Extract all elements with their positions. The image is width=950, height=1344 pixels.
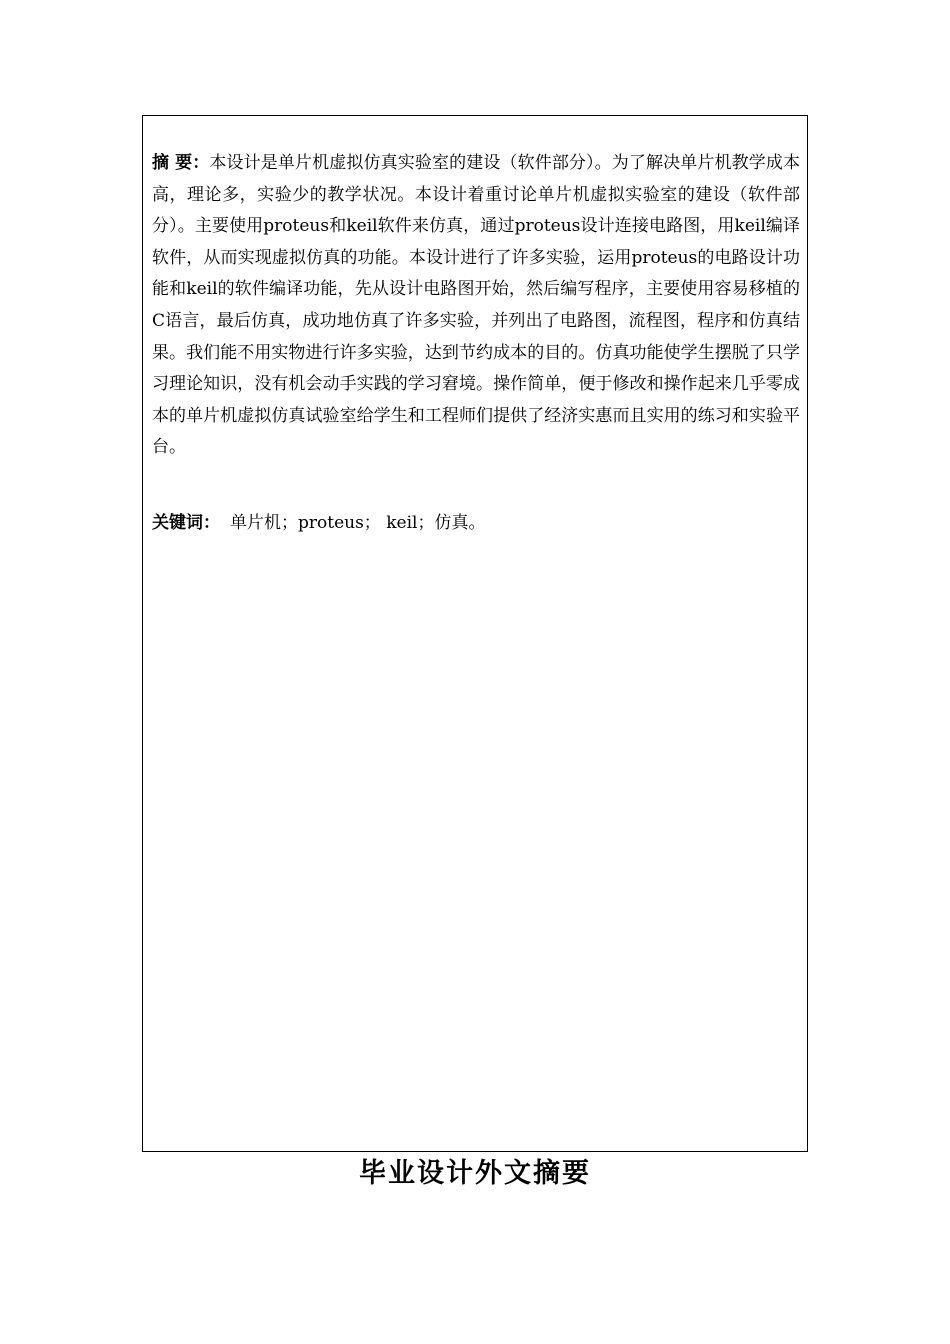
abstract-box [142,115,808,1152]
keywords-label: 关键词： [152,513,220,533]
keywords-text: 单片机；proteus； keil；仿真。 [230,513,486,533]
abstract-text: 本设计是单片机虚拟仿真实验室的建设（软件部分）。为了解决单片机教学成本高，理论多，实验少的教学状况。本设计着重讨论单片机虚拟实验室的建设（软件部分）。主要使用proteus和keil软件来仿真，通过proteus设计连接电路图，用keil编译软件，从而实现虚拟仿真的功能。本设计进行了许多实验，运用proteus的电路设计功能和keil的软件编译功能，先从设计电路图开始，然后编写程序，主要使用容易移植的C语言，最后仿真，成功地仿真了许多实验，并列出了电路图，流程图，程序和仿真结果。我们能不用实物进行许多实验，达到节约成本的目的。仿真功能使学生摆脱了只学习理论知识，没有机会动手实践的学习窘境。操作简单，便于修改和操作起来几乎零成本的单片机虚拟仿真试验室给学生和工程师们提供了经济实惠而且实用的练习和实验平台。 [152,153,801,458]
abstract-label: 摘 要： [152,153,210,173]
keywords-line [152,508,800,540]
page-title: 毕业设计外文摘要 [359,1158,591,1189]
abstract-paragraph [152,148,800,464]
